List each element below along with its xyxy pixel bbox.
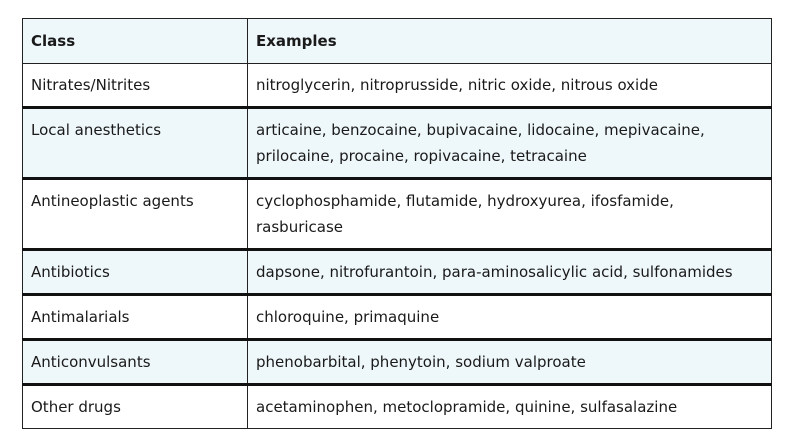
cell-examples: nitroglycerin, nitroprusside, nitric oxide, nitrous oxide (248, 64, 772, 108)
table-row (23, 64, 772, 108)
table-row (23, 385, 772, 429)
header-examples: Examples (248, 19, 772, 64)
cell-examples: chloroquine, primaquine (248, 295, 772, 340)
drug-class-table-container (22, 18, 771, 429)
table-row (23, 340, 772, 385)
cell-examples: acetaminophen, metoclopramide, quinine, sulfasalazine (248, 385, 772, 429)
cell-class: Other drugs (23, 385, 248, 429)
table-row (23, 295, 772, 340)
table-row (23, 250, 772, 295)
cell-class: Antimalarials (23, 295, 248, 340)
drug-class-table (22, 18, 772, 429)
cell-class: Nitrates/Nitrites (23, 64, 248, 108)
cell-examples: dapsone, nitrofurantoin, para-aminosalicylic acid, sulfonamides (248, 250, 772, 295)
cell-examples: phenobarbital, phenytoin, sodium valproate (248, 340, 772, 385)
table-row (23, 179, 772, 250)
cell-class: Local anesthetics (23, 108, 248, 179)
table-row (23, 108, 772, 179)
cell-class: Antineoplastic agents (23, 179, 248, 250)
table-header-row (23, 19, 772, 64)
cell-examples: articaine, benzocaine, bupivacaine, lidocaine, mepivacaine, prilocaine, procaine, ropivacaine, tetracaine (248, 108, 772, 179)
cell-examples: cyclophosphamide, flutamide, hydroxyurea, ifosfamide, rasburicase (248, 179, 772, 250)
cell-class: Antibiotics (23, 250, 248, 295)
header-class: Class (23, 19, 248, 64)
cell-class: Anticonvulsants (23, 340, 248, 385)
